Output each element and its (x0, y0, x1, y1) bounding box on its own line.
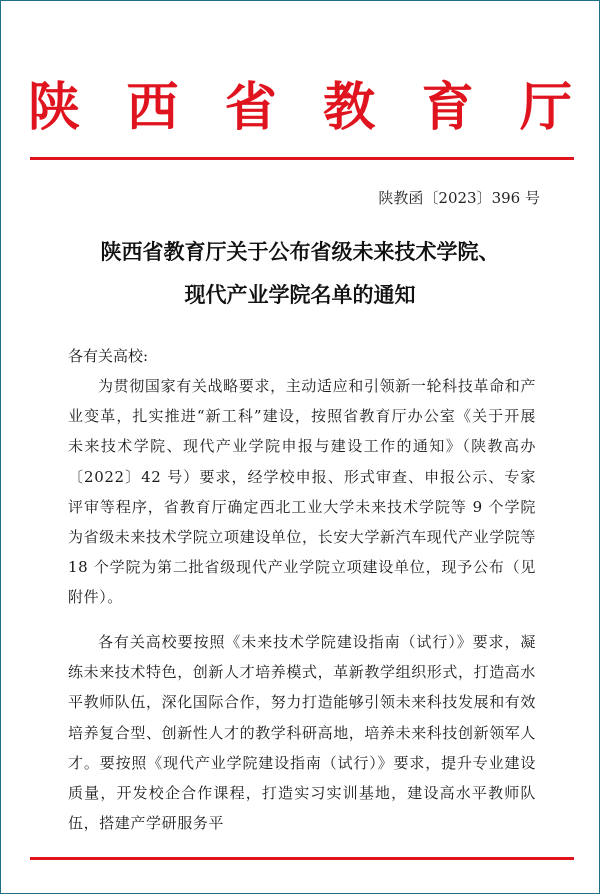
document-title-line-2: 现代产业学院名单的通知 (184, 282, 416, 307)
masthead-char: 厅 (519, 77, 572, 138)
masthead (28, 78, 572, 138)
body-paragraph-2: 各有关高校要按照《未来技术学院建设指南（试行）》要求，凝练未来技术特色，创新人才培养模式，革新教学组织形式，打造高水平教师队伍，深化国际合作，努力打造能够引领未来科技发展和有效培养复合型、创新性人才的教学科研高地，培养未来科技创新领军人才。要按照《现代产业学院建设指南（试行）》要求，提升专业建设质量，开发校企合作课程，打造实习实训基地，建设高水平教师队伍，搭建产学研服务平 (68, 633, 536, 833)
masthead-char: 育 (421, 77, 474, 138)
masthead-red-rule (30, 157, 574, 160)
document-title-line-1: 陕西省教育厅关于公布省级未来技术学院、 (100, 239, 500, 264)
footer-red-rule (30, 857, 574, 860)
body-paragraph-1: 为贯彻国家有关战略要求，主动适应和引领新一轮科技革命和产业变革，扎实推进“新工科”建设，按照省教育厅办公室《关于开展未来技术学院、现代产业学院申报与建设工作的通知》（陕教高办〔2022〕42 号）要求，经学校申报、形式审查、申报公示、专家评审等程序，省教育厅确定西北工业大学未来技术学院等 9 个学院为省级未来技术学院立项建设单位，长安大学新汽车现代产业学院等 18 个学院为第二批省级现代产业学院立项建设单位，现予公布（见附件）。 (68, 377, 537, 607)
masthead-char: 西 (126, 77, 179, 138)
masthead-char: 省 (224, 77, 277, 138)
document-number: 陕教函〔2023〕396 号 (378, 189, 540, 207)
salutation: 各有关高校: (68, 347, 149, 365)
masthead-char: 陕 (28, 77, 81, 138)
masthead-char: 教 (323, 77, 376, 138)
